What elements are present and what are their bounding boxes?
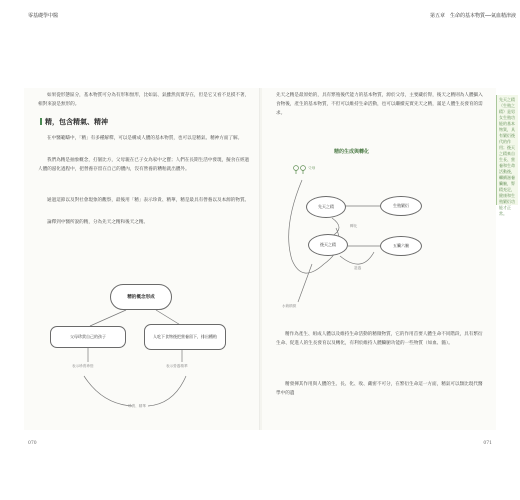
essence-caption: 珍貴、精華: [128, 404, 146, 408]
food-nutrients-text: 人吃下食物後把營養留下，排出糟粕: [153, 334, 217, 339]
wuzang-node: [380, 236, 422, 256]
left-paragraph-2: 我們為精是抽象概念，打個比方，父母親在已子女為家中之寶；人們在長期生活中發現，擬食在經過人體的滋化過程中，把營養存留在自己的體內，沒有營養的糟粕就出體外。: [38, 158, 250, 172]
right-intro-paragraph: 先天之精是最原始的，具有繁殖後代能力的基本物質，源於父母，主要藏於腎，後天之精則為人體攝入食物後，產生的基本物質，不但可以維持生命活動，也可以繼續充實先天之精，滿足人體生長發育的需求。: [276, 93, 483, 116]
concept-title-node: [110, 284, 172, 310]
food-nutrients-box: [144, 324, 226, 350]
left-page-number: 070: [28, 441, 37, 446]
heading-marker: [40, 118, 42, 125]
right-paragraph-2: 精發揮其作用與人體的生、長、化、收、藏密不可分，在繁衍生命這一方面，精氣可以類比現代醫學中的遺: [276, 382, 483, 396]
wuzang-text: 五臟六腑: [393, 243, 409, 248]
houtian-text: 後天之精: [320, 242, 336, 247]
parents-cherish-text: 父母珍貴自己的孩子: [70, 334, 106, 339]
left-page: [24, 13, 260, 446]
right-page-number: 071: [483, 441, 492, 446]
side-note: [496, 95, 518, 216]
side-note-text: 先天之精（生殖之精）是男女生殖功能的基本物質，具有繁衍後代的作用；後天之精來自生長、營養和生命活動後，繼續滋養臟腑，腎精充足，健康和生殖繁衍功能才正常。: [499, 97, 515, 216]
shengzhi-node: [380, 196, 422, 216]
nourish-label: 滋養: [354, 266, 362, 270]
houtian-node: [308, 234, 348, 256]
xiantian-node: [306, 196, 346, 218]
precious-caption: 表示珍貴珍惜: [72, 364, 94, 368]
nutrient-caption: 表示營養精華: [166, 364, 188, 368]
left-paragraph-1: 在中醫範疇中，「精」有多種解釋，可以是構成人體的基本物質，也可以是精氣、精神方面了解。: [47, 136, 243, 141]
right-paragraph-1: 精作為產生、組成人體以及維持生命活動的精微物質，它的作用首要人體生命不同階段，具有繁衍生命、促進人的生長發育以及轉化，有利於維持人體臟腑功能的一些物質（如血、髓）。: [276, 332, 483, 346]
section-heading: [40, 117, 108, 127]
water-grain-label: 水穀精微: [282, 304, 297, 308]
xiantian-text: 先天之精: [318, 204, 334, 209]
essence-diagram-title: 精的生成與轉化: [334, 149, 370, 155]
left-intro-paragraph: 如果從形態區分，基本物質可分為有形和無形，比如氣、氣雖然真實存在，但是它又看不見摸不著，相對來說是無形的。: [38, 93, 250, 107]
essence-diagram-lines: [262, 88, 496, 430]
parents-cherish-box: [50, 326, 126, 348]
transform-label: 轉化: [350, 224, 358, 228]
left-paragraph-4: 論釋到中醫所說的精，分為先天之精和後天之精。: [47, 220, 149, 225]
concept-title: 精的概念形成: [127, 295, 155, 300]
parents-label: 父母: [308, 166, 316, 170]
right-running-header: 第五章 生命的基本物質──氣血精津液: [429, 13, 516, 19]
left-running-header: 零基礎學中醫: [28, 13, 59, 19]
left-paragraph-3: 通過這節以及對社會現象的觀察，最後用「精」表示珍貴、精華，精是最具有營養以及本源的物質。: [47, 198, 250, 203]
section-heading-text: 精，包含精氣、精神: [45, 117, 108, 126]
shengzhi-text: 生殖繁衍: [393, 203, 409, 208]
